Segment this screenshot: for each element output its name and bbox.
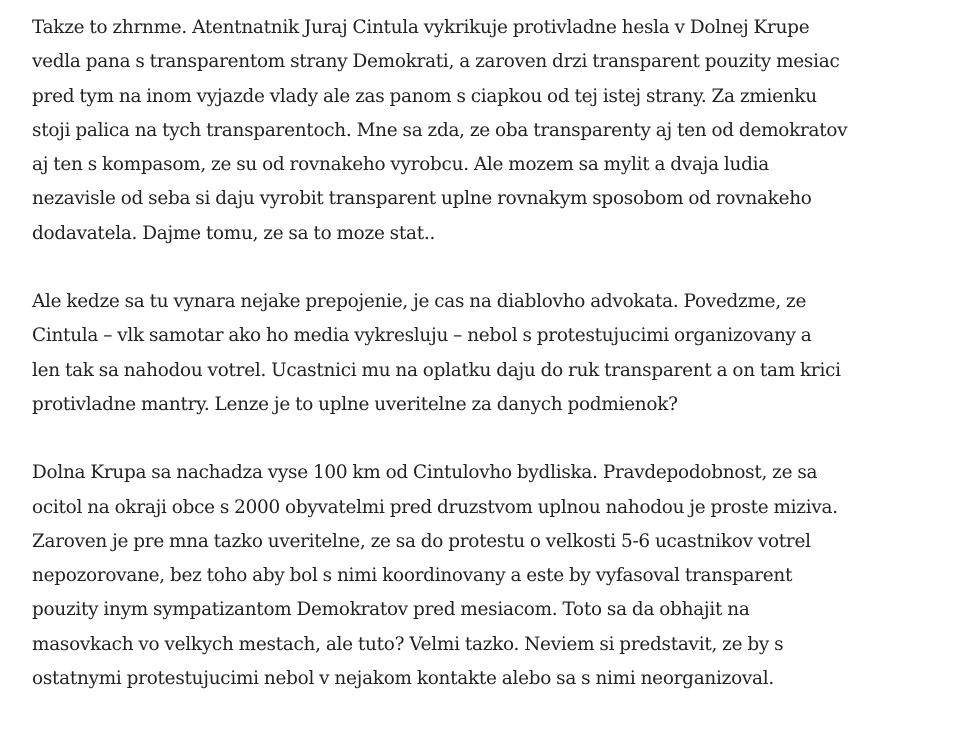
text-line: len tak sa nahodou votrel. Ucastnici mu na oplatku daju do ruk transparent a on tam krici: [32, 359, 841, 381]
text-line: stoji palica na tych transparentoch. Mne sa zda, ze oba transparenty aj ten od demokratov: [32, 119, 848, 141]
text-line: ostatnymi protestujucimi nebol v nejakom kontakte alebo sa s nimi neorganizoval.: [32, 668, 774, 690]
text-line: protivladne mantry. Lenze je to uplne uveritelne za danych podmienok?: [32, 393, 678, 415]
text-line: nepozorovane, bez toho aby bol s nimi koordinovany a este by vyfasoval transparent: [32, 565, 793, 587]
paragraph-1: [32, 11, 962, 251]
text-line: Cintula – vlk samotar ako ho media vykresluju – nebol s protestujucimi organizovany a: [32, 325, 812, 347]
text-line: pouzity inym sympatizantom Demokratov pred mesiacom. Toto sa da obhajit na: [32, 599, 750, 621]
text-line: Ale kedze sa tu vynara nejake prepojenie, je cas na diablovho advokata. Povedzme, ze: [32, 291, 807, 313]
text-line: Dolna Krupa sa nachadza vyse 100 km od Cintulovho bydliska. Pravdepodobnost, ze sa: [32, 462, 818, 484]
article-body: [32, 11, 962, 730]
text-line: masovkach vo velkych mestach, ale tuto? Velmi tazko. Neviem si predstavit, ze by s: [32, 633, 784, 655]
paragraph-3: [32, 456, 962, 696]
paragraph-2: [32, 285, 962, 422]
text-line: Takze to zhrnme. Atentnatnik Juraj Cintula vykrikuje protivladne hesla v Dolnej Krupe: [32, 17, 810, 38]
text-line: vedla pana s transparentom strany Demokrati, a zaroven drzi transparent pouzity mesiac: [32, 51, 840, 73]
text-line: nezavisle od seba si daju vyrobit transparent uplne rovnakym sposobom od rovnakeho: [32, 188, 812, 210]
text-line: pred tym na inom vyjazde vlady ale zas panom s ciapkou od tej istej strany. Za zmienku: [32, 85, 817, 107]
text-line: aj ten s kompasom, ze su od rovnakeho vyrobcu. Ale mozem sa mylit a dvaja ludia: [32, 154, 770, 176]
text-line: Zaroven je pre mna tazko uveritelne, ze sa do protestu o velkosti 5-6 ucastnikov votrel: [32, 530, 811, 552]
text-line: dodavatela. Dajme tomu, ze sa to moze stat..: [32, 222, 436, 244]
text-line: ocitol na okraji obce s 2000 obyvatelmi pred druzstvom uplnou nahodou je proste miziva.: [32, 496, 838, 518]
